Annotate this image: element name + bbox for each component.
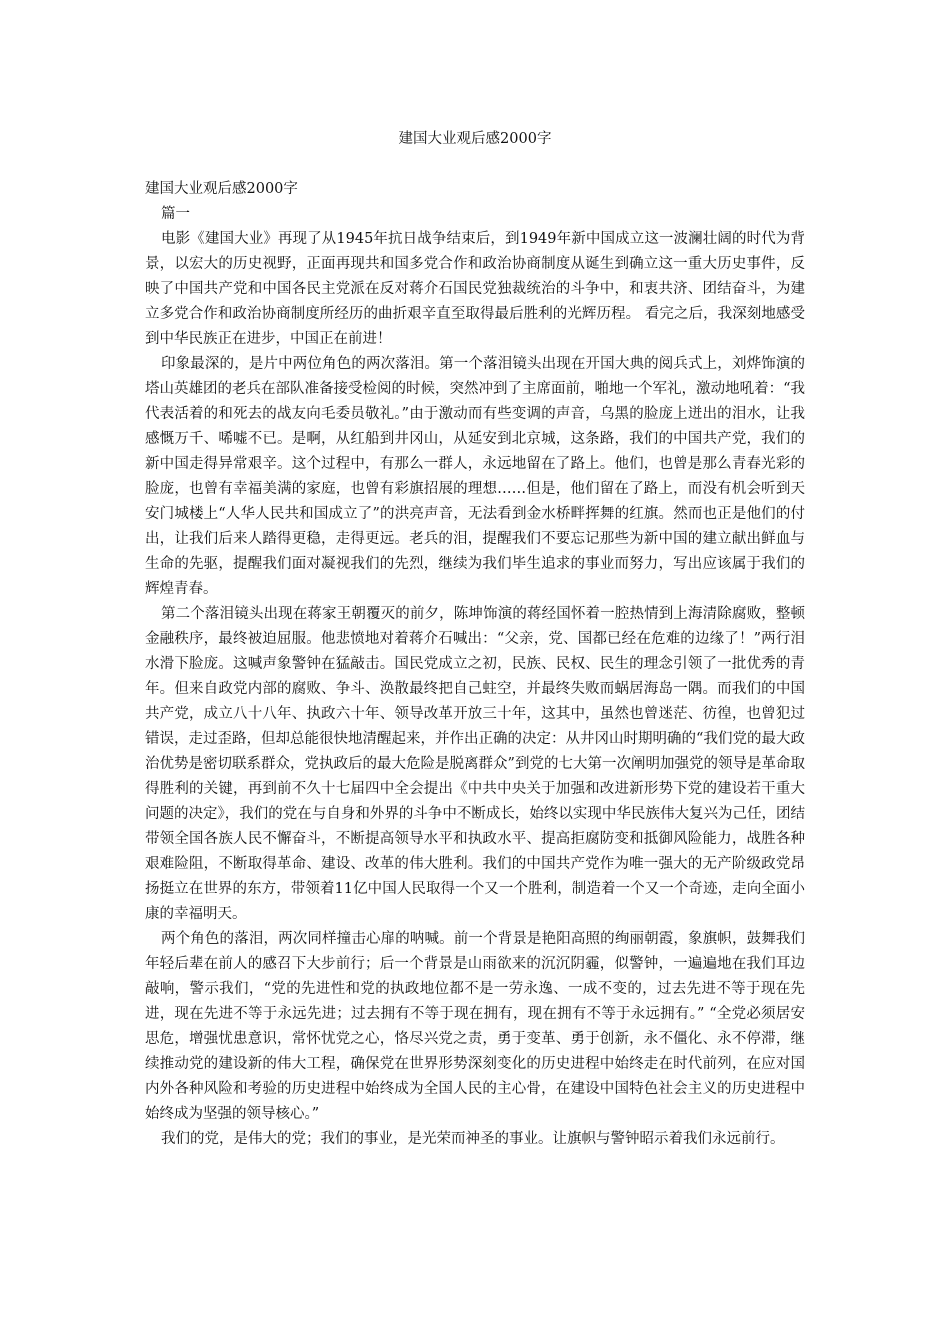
paragraph-5: 我们的党，是伟大的党；我们的事业，是光荣而神圣的事业。让旗帜与警钟昭示着我们永远前行。 <box>161 1131 785 1147</box>
document-body <box>145 177 805 1152</box>
document-subheading: 建国大业观后感2000字 <box>145 181 298 197</box>
paragraph-3: 第二个落泪镜头出现在蒋家王朝覆灭的前夕，陈坤饰演的蒋经国怀着一腔热情到上海清除腐败，整顿金融秩序，最终被迫屈服。他悲愤地对着蒋介石喊出：“父亲，党、国都已经在危难的边缘了！”两行泪水滑下脸庞。这喊声象警钟在猛敲击。国民党成立之初，民族、民权、民生的理念引领了一批优秀的青年。但来自政党内部的腐败、争斗、涣散最终把自己蛀空，并最终失败而蜗居海岛一隅。而我们的中国共产党，成立八十八年、执政六十年、领导改革开放三十年，这其中，虽然也曾迷茫、彷徨，也曾犯过错误，走过歪路，但却总能很快地清醒起来，并作出正确的决定：从井冈山时期明确的“我们党的最大政治优势是密切联系群众，党执政后的最大危险是脱离群众”到党的七大第一次阐明加强党的领导是革命取得胜利的关键，再到前不久十七届四中全会提出《中共中央关于加强和改进新形势下党的建设若干重大问题的决定》，我们的党在与自身和外界的斗争中不断成长，始终以实现中华民族伟大复兴为己任，团结带领全国各族人民不懈奋斗，不断提高领导水平和执政水平、提高拒腐防变和抵御风险能力，战胜各种艰难险阻，不断取得革命、建设、改革的伟大胜利。我们的中国共产党作为唯一强大的无产阶级政党昂扬挺立在世界的东方，带领着11亿中国人民取得一个又一个胜利，制造着一个又一个奇迹，走向全面小康的幸福明天。 <box>145 606 805 922</box>
paragraph-1: 电影《建国大业》再现了从1945年抗日战争结束后，到1949年新中国成立这一波澜壮阔的时代为背景，以宏大的历史视野，正面再现共和国多党合作和政治协商制度从诞生到确立这一重大历史事件，反映了中国共产党和中国各民主党派在反对蒋介石国民党独裁统治的斗争中，和衷共济、团结奋斗，为建立多党合作和政治协商制度所经历的曲折艰辛直至取得最后胜利的光辉历程。 看完之后，我深刻地感受到中华民族正在进步，中国正在前进！ <box>145 231 805 347</box>
document-title: 建国大业观后感2000字 <box>398 131 552 147</box>
paragraph-4: 两个角色的落泪，两次同样撞击心扉的呐喊。前一个背景是艳阳高照的绚丽朝霞，象旗帜，鼓舞我们年轻后辈在前人的感召下大步前行；后一个背景是山雨欲来的沉沉阴霾，似警钟，一遍遍地在我们耳边敲响，警示我们，“党的先进性和党的执政地位都不是一劳永逸、一成不变的，过去先进不等于现在先进，现在先进不等于永远先进；过去拥有不等于现在拥有，现在拥有不等于永远拥有。” “全党必须居安思危，增强忧患意识，常怀忧党之心，恪尽兴党之责，勇于变革、勇于创新，永不僵化、永不停滞，继续推动党的建设新的伟大工程，确保党在世界形势深刻变化的历史进程中始终走在时代前列，在应对国内外各种风险和考验的历史进程中始终成为全国人民的主心骨，在建设中国特色社会主义的历史进程中始终成为坚强的领导核心。” <box>145 931 805 1122</box>
paragraph-2: 印象最深的，是片中两位角色的两次落泪。第一个落泪镜头出现在开国大典的阅兵式上，刘烨饰演的塔山英雄团的老兵在部队准备接受检阅的时候，突然冲到了主席面前，啪地一个军礼，激动地吼着：“我代表活着的和死去的战友向毛委员敬礼。”由于激动而有些变调的声音，乌黑的脸庞上迸出的泪水，让我感慨万千、唏嘘不已。是啊，从红船到井冈山，从延安到北京城，这条路，我们的中国共产党，我们的新中国走得异常艰辛。这个过程中，有那么一群人，永远地留在了路上。他们，也曾是那么青春光彩的脸庞，也曾有幸福美满的家庭，也曾有彩旗招展的理想……但是，他们留在了路上，而没有机会听到天安门城楼上“人华人民共和国成立了”的洪亮声音，无法看到金水桥畔挥舞的红旗。然而也正是他们的付出，让我们后来人踏得更稳，走得更远。老兵的泪，提醒我们不要忘记那些为新中国的建立献出鲜血与生命的先驱，提醒我们面对凝视我们的先烈，继续为我们毕生追求的事业而努力，写出应该属于我们的辉煌青春。 <box>145 356 805 597</box>
section-label: 篇一 <box>161 206 190 222</box>
